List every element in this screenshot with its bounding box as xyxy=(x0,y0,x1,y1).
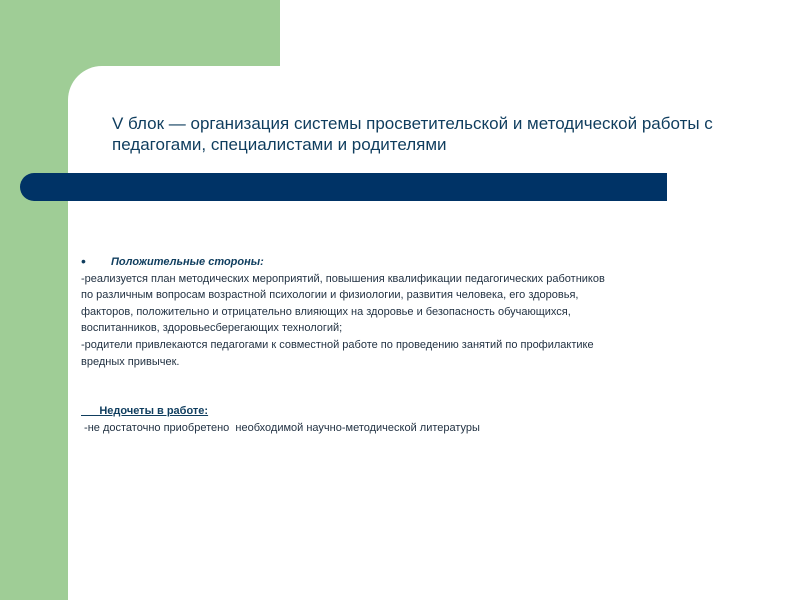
positives-heading-row xyxy=(81,254,781,271)
slide-body xyxy=(81,254,781,436)
section-spacer xyxy=(81,370,781,403)
positives-heading: Положительные стороны: xyxy=(111,256,264,268)
positives-line: -реализуется план методических мероприятий, повышения квалификации педагогических работников xyxy=(81,272,605,285)
bullet-icon: • xyxy=(81,253,86,269)
positives-line: по различным вопросам возрастной психологии и физиологии, развития человека, его здоровья, xyxy=(81,289,579,302)
positives-line: воспитанников, здоровьесберегающих технологий; xyxy=(81,322,343,335)
positives-line: вредных привычек. xyxy=(81,355,180,368)
shortcomings-heading: Недочеты в работе: xyxy=(81,405,209,418)
title-underline-bar xyxy=(20,173,667,201)
slide-title: V блок — организация системы просветительской и методической работы с педагогами, специалистами и родителями xyxy=(112,114,713,154)
shortcomings-line: -не достаточно приобретено необходимой научно-методической литературы xyxy=(81,421,480,434)
positives-line: -родители привлекаются педагогами к совместной работе по проведению занятий по профилактике xyxy=(81,338,594,351)
decorative-green-strip-left xyxy=(0,0,68,600)
positives-line: факторов, положительно и отрицательно влияющих на здоровье и безопасность обучающихся, xyxy=(81,305,571,318)
